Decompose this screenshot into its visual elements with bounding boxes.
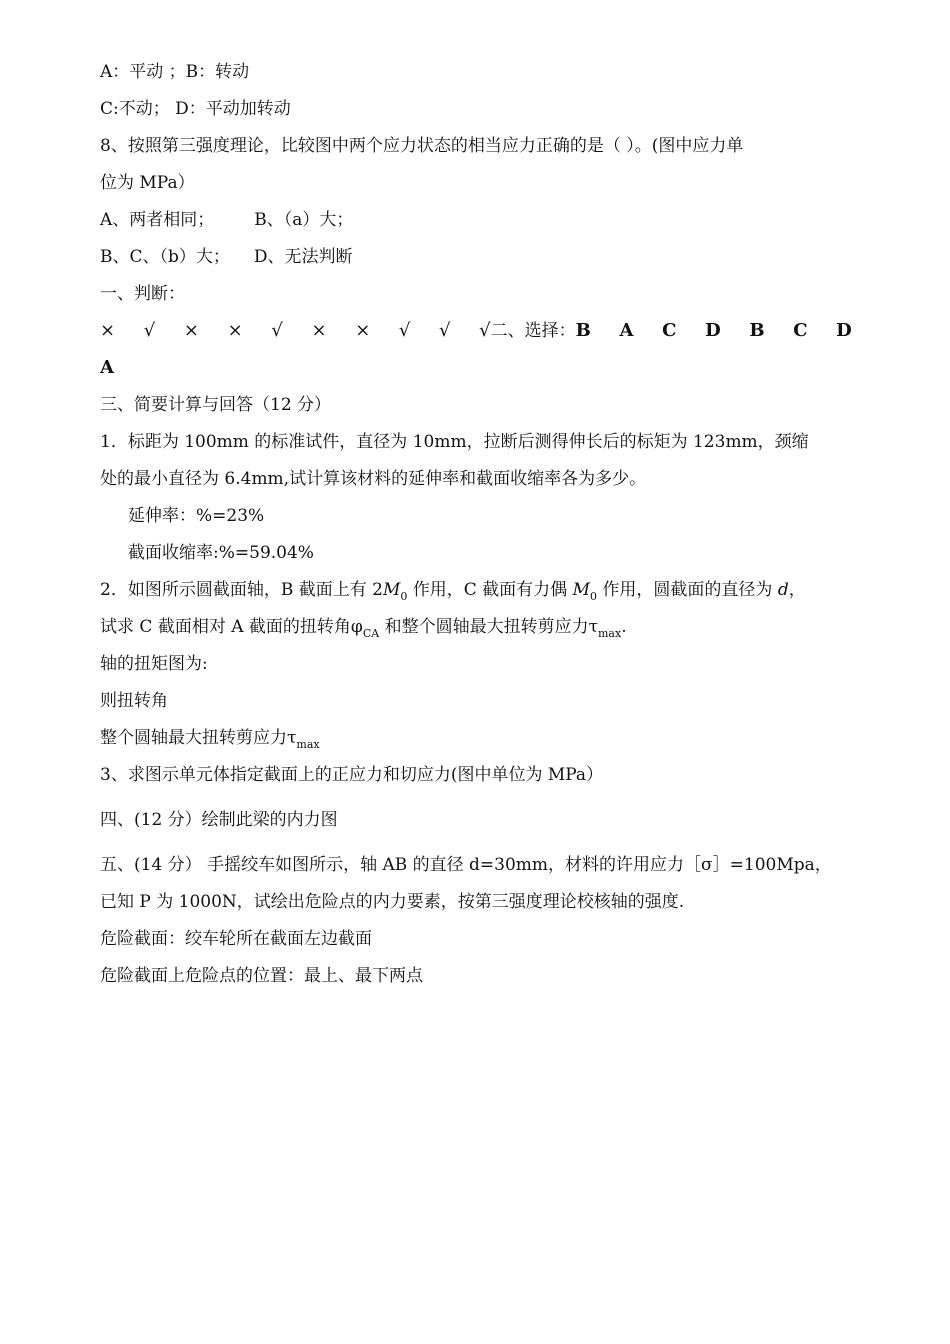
judge-title: 一、判断： <box>100 284 185 304</box>
torque-diagram-label: 轴的扭矩图为: <box>100 654 208 674</box>
judge-mark: × <box>100 320 116 341</box>
choice-answer: B <box>575 320 591 341</box>
q8-options-ab <box>100 206 852 243</box>
choice-answer: A <box>619 320 634 341</box>
judge-mark: √ <box>439 320 451 341</box>
judge-mark: √ <box>398 320 411 341</box>
choice-answer: D <box>705 320 721 341</box>
q8-options-cd <box>100 243 852 280</box>
q7-option-ab: A：平动 ；B：转动 <box>100 62 250 82</box>
s3-q1-line2: 处的最小直径为 6.4mm,试计算该材料的延伸率和截面收缩率各为多少。 <box>100 469 647 489</box>
danger-section: 危险截面：绞车轮所在截面左边截面 <box>100 929 372 949</box>
s3-q1-line1: 1．标距为 100mm 的标准试件，直径为 10mm，拉断后测得伸长后的标矩为 123mm，颈缩 <box>100 432 809 452</box>
judge-mark-with-label: √二、选择：B <box>479 320 591 341</box>
judge-mark: × <box>183 320 199 341</box>
judge-mark: √ <box>271 320 283 341</box>
judge-mark: × <box>355 320 371 341</box>
choice-answer: B <box>749 320 765 341</box>
s5-line2: 已知 P 为 1000N，试绘出危险点的内力要素，按第三强度理论校核轴的强度. <box>100 892 685 912</box>
choice-answer: C <box>662 320 677 341</box>
judge-mark: × <box>227 320 243 341</box>
s3-q2-line1: 2．如图所示圆截面轴，B 截面上有 $2M_0$ 作用，C 截面有力偶 $M_0$ 作用，圆截面的直径为 d， <box>100 580 806 603</box>
danger-point: 危险截面上危险点的位置：最上、最下两点 <box>100 966 423 986</box>
s3-q3: 3、求图示单元体指定截面上的正应力和切应力(图中单位为 MPa） <box>100 765 604 785</box>
judge-mark: √ <box>143 320 156 341</box>
s3-q2-line2: 试求 C 截面相对 A 截面的扭转角$\varphi_{CA}$ 和整个圆轴最大扭转剪应力$\tau_{max}$. <box>100 617 627 640</box>
q8-option-d: D、无法判断 <box>253 247 353 267</box>
elongation-answer: 延伸率：%=23% <box>128 506 265 526</box>
section4-title: 四、(12 分）绘制此梁的内力图 <box>100 810 338 830</box>
s5-line1: 五、(14 分） 手摇绞车如图所示，轴 AB 的直径 d=30mm，材料的许用应力［σ］=100Mpa， <box>100 855 832 875</box>
q7-option-cd: C:不动； D：平动加转动 <box>100 99 291 119</box>
q8-option-a: A、两者相同； <box>100 210 215 230</box>
twist-angle-label: 则扭转角 <box>100 691 168 711</box>
q8-option-b: B、（a）大； <box>254 210 354 230</box>
judge-mark: × <box>311 320 327 341</box>
choice-answer: D <box>836 320 852 341</box>
choice-label: 二、选择： <box>490 321 576 341</box>
q8-stem-line1: 8、按照第三强度理论，比较图中两个应力状态的相当应力正确的是（ ）。(图中应力单 <box>100 136 744 156</box>
choice-answer: C <box>793 320 808 341</box>
max-shear-label: 整个圆轴最大扭转剪应力$\tau_{max}$ <box>100 728 320 751</box>
reduction-answer: 截面收缩率:%=59.04% <box>128 543 314 563</box>
q8-option-c: B、C、（b）大； <box>100 247 230 267</box>
section3-title: 三、简要计算与回答（12 分） <box>100 395 332 415</box>
q8-stem-line2: 位为 MPa） <box>100 173 195 193</box>
choice-answer-wrap: A <box>100 357 114 378</box>
answer-row <box>100 317 852 354</box>
document-page <box>100 58 852 999</box>
